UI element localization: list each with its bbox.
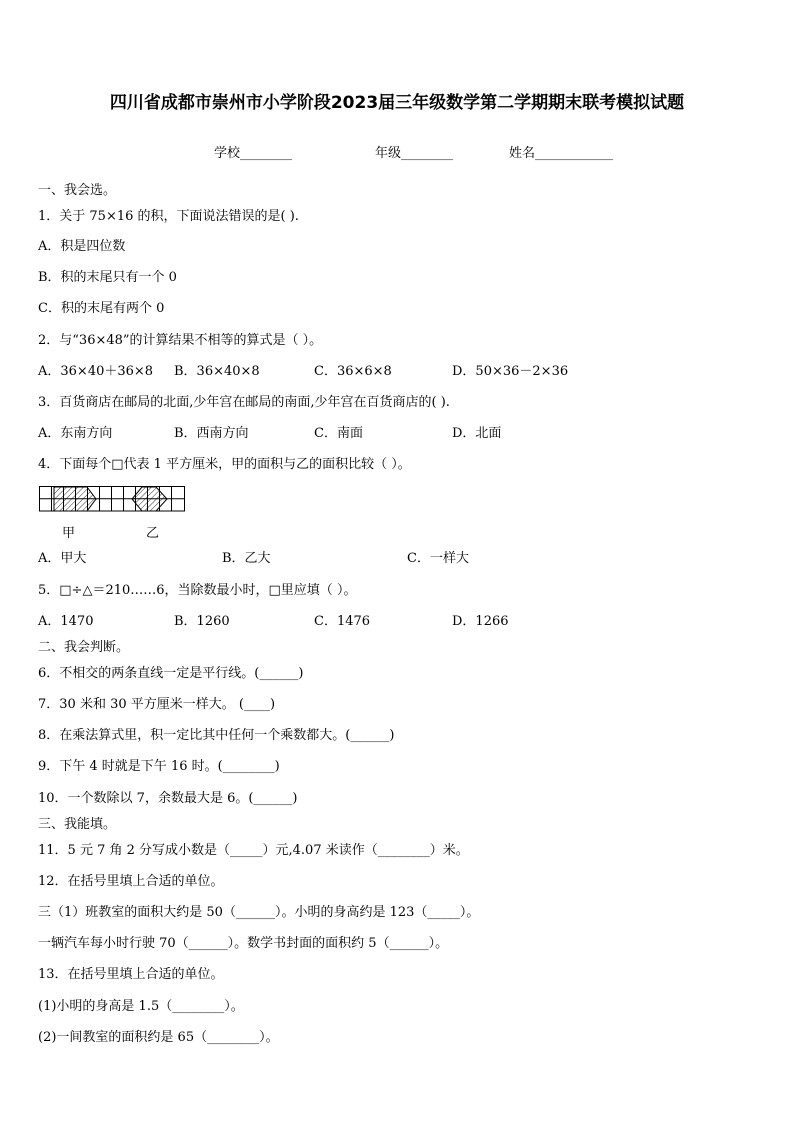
grade-field: 年级________ bbox=[375, 146, 454, 161]
question-4-option-a: A．甲大 bbox=[38, 551, 87, 566]
question-3-option-d: D．北面 bbox=[452, 426, 502, 441]
question-2-option-b: B．36×40×8 bbox=[174, 364, 260, 379]
question-5-option-d: D．1266 bbox=[452, 614, 509, 629]
question-4-option-c: C．一样大 bbox=[407, 551, 469, 566]
question-3-option-b: B．西南方向 bbox=[174, 426, 249, 441]
question-5-option-c: C．1476 bbox=[314, 614, 371, 629]
question-11: 11．5 元 7 角 2 分写成小数是（_____）元,4.07 米读作（________）米。 bbox=[38, 843, 469, 858]
question-4-option-b: B．乙大 bbox=[222, 551, 271, 566]
question-5-option-a: A．1470 bbox=[38, 614, 94, 629]
question-2-option-d: D．50×36－2×36 bbox=[452, 364, 569, 379]
question-1-option-a: A．积是四位数 bbox=[38, 239, 126, 254]
question-12-line-2: 一辆汽车每小时行驶 70（______）。数学书封面的面积约 5（______）。 bbox=[38, 936, 449, 951]
question-2-stem: 2．与“36×48”的计算结果不相等的算式是（ ）。 bbox=[38, 333, 323, 348]
question-4-stem: 4．下面每个□代表 1 平方厘米，甲的面积与乙的面积比较（ ）。 bbox=[38, 457, 411, 472]
question-13-line-1: (1)小明的身高是 1.5（________）。 bbox=[38, 999, 244, 1014]
question-5-stem: 5．□÷△＝210……6，当除数最小时，□里应填（ ）。 bbox=[38, 583, 357, 598]
label-yi: 乙 bbox=[146, 526, 160, 541]
question-10: 10．一个数除以 7，余数最大是 6。(______) bbox=[38, 791, 298, 806]
question-3-option-c: C．南面 bbox=[314, 426, 363, 441]
question-2-option-a: A．36×40＋36×8 bbox=[38, 364, 154, 379]
question-1-option-b: B．积的末尾只有一个 0 bbox=[38, 270, 177, 285]
question-12-stem: 12．在括号里填上合适的单位。 bbox=[38, 874, 224, 889]
question-8: 8．在乘法算式里，积一定比其中任何一个乘数都大。(______) bbox=[38, 728, 395, 743]
name-field: 姓名____________ bbox=[509, 146, 614, 161]
question-6: 6．不相交的两条直线一定是平行线。(______) bbox=[38, 666, 304, 681]
label-jia: 甲 bbox=[62, 526, 76, 541]
page-title: 四川省成都市崇州市小学阶段2023届三年级数学第二学期期末联考模拟试题 bbox=[109, 93, 685, 113]
question-3-stem: 3．百货商店在邮局的北面,少年宫在邮局的南面,少年宫在百货商店的( ). bbox=[38, 395, 450, 410]
question-1-option-c: C．积的末尾有两个 0 bbox=[38, 301, 165, 316]
question-7: 7．30 米和 30 平方厘米一样大。 (____) bbox=[38, 697, 276, 712]
school-field: 学校________ bbox=[214, 146, 293, 161]
section-heading-judge: 二、我会判断。 bbox=[38, 640, 130, 655]
area-grid-figure bbox=[39, 486, 185, 512]
question-13-stem: 13．在括号里填上合适的单位。 bbox=[38, 967, 224, 982]
question-2-option-c: C．36×6×8 bbox=[314, 364, 392, 379]
section-heading-fill: 三、我能填。 bbox=[38, 817, 117, 832]
question-1-stem: 1．关于 75×16 的积，下面说法错误的是( ). bbox=[38, 209, 299, 224]
question-12-line-1: 三（1）班教室的面积大约是 50（______）。小明的身高约是 123（_____）。 bbox=[38, 905, 480, 920]
question-3-option-a: A．东南方向 bbox=[38, 426, 113, 441]
section-heading-choice: 一、我会选。 bbox=[38, 183, 117, 198]
question-9: 9．下午 4 时就是下午 16 时。(________) bbox=[38, 759, 280, 774]
question-5-option-b: B．1260 bbox=[174, 614, 230, 629]
question-13-line-2: (2)一间教室的面积约是 65（________）。 bbox=[38, 1030, 279, 1045]
